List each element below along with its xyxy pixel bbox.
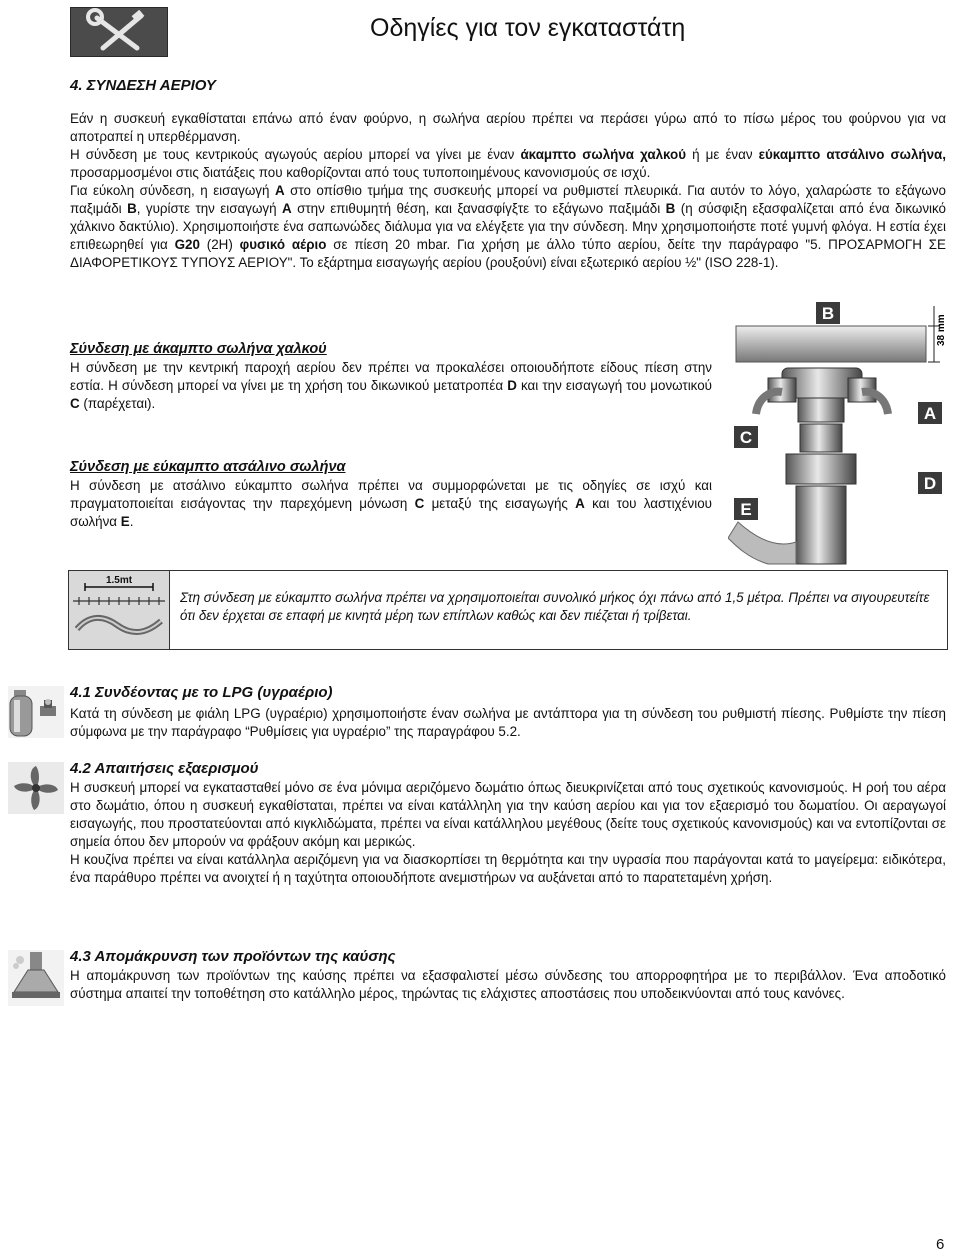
ventilation-fan-icon bbox=[6, 760, 66, 816]
label-a: A bbox=[923, 404, 937, 423]
page-title: Οδηγίες για τον εγκαταστάτη bbox=[370, 14, 686, 42]
paragraph: Η σύνδεση με την κεντρική παροχή αερίου δεν πρέπει να προκαλέσει οποιουδήποτε είδους πίεση στην εστία. Η σύνδεση μπορεί να γίνει με τη χρήση του δικωνικού μετατροπέα D και την εισαγωγή του μονωτικού C (παρέχεται). bbox=[70, 360, 712, 411]
subsection-title: 4.1 Συνδέοντας με το LPG (υγραέριο) bbox=[70, 684, 333, 701]
paragraph: Η σύνδεση με τους κεντρικούς αγωγούς αερίου μπορεί να γίνει με έναν άκαμπτο σωλήνα χαλκού ή με έναν εύκαμπτο ατσάλινο σωλήνα, προσαρμοσμένοι στις διατάξεις που καθορίζονται από τους τυποποιημένους κανονισμούς σε ισχύ. bbox=[70, 147, 946, 180]
s42-body bbox=[70, 779, 946, 887]
paragraph: Η σύνδεση με ατσάλινο εύκαμπτο σωλήνα πρέπει να συμμορφώνεται με τις οδηγίες σε ισχύ και πραγματοποιείται εισάγοντας την παρεχόμενη μόνωση C μεταξύ της εισαγωγής A και του λαστιχένιου σωλήνα E. bbox=[70, 478, 712, 529]
lpg-cylinder-icon bbox=[6, 684, 66, 740]
section-title: 4. ΣΥΝΔΕΣΗ ΑΕΡΙΟΥ bbox=[70, 77, 216, 94]
paragraph: Κατά τη σύνδεση με φιάλη LPG (υγραέριο) χρησιμοποιήστε έναν σωλήνα με αντάπτορα για τη σύνδεση του ρυθμιστή πίεσης. Ρυθμίστε την πίεση σύμφωνα με την παράγραφο “Ρυθμίσεις για υγραέριο” της παραγράφου 5.2. bbox=[70, 706, 946, 739]
paragraph: Για εύκολη σύνδεση, η εισαγωγή A στο οπίσθιο τμήμα της συσκευής μπορεί να ρυθμιστεί πλευρικά. Για αυτόν το λόγο, χαλαρώστε το εξάγωνο παξιμάδι B, γυρίστε την εισαγωγή A στην επιθυμητή θέση, και ξανασφίγξτε το εξάγωνο παξιμάδι B (η σύσφιξη εξασφαλίζεται από ένα δικωνικό χάλκινο δακτύλιο). Χρησιμοποιήστε ένα σαπωνώδες διάλυμα για να ελέγξετε για την σύνδεση. Μην χρησιμοποιήστε ποτέ γυμνή φλόγα. Η εστία έχει επιθεωρηθεί για G20 (2H) φυσικό αέριο σε πίεση 20 mbar. Για χρήση με άλλο τύπο αερίου, δείτε την παράγραφο "5. ΠΡΟΣΑΡΜΟΓΗ ΣΕ ΔΙΑΦΟΡΕΤΙΚΟΥΣ ΤΥΠΟΥΣ ΑΕΡΙΟΥ". Το εξάρτημα εισαγωγής αερίου (ρουξούνι) είναι εξωτερικό αερίου ½" (ISO 228-1). bbox=[70, 183, 947, 270]
s41-body bbox=[70, 705, 946, 741]
page-number: 6 bbox=[936, 1236, 945, 1253]
wrench-screwdriver-icon bbox=[71, 8, 167, 56]
gas-connection-diagram bbox=[728, 302, 950, 566]
rigid-body bbox=[70, 359, 712, 413]
dimension-label: 38 mm bbox=[936, 314, 947, 346]
subsection-title: Σύνδεση με εύκαμπτο ατσάλινο σωλήνα bbox=[70, 459, 346, 475]
paragraph: Η κουζίνα πρέπει να είναι κατάλληλα αεριζόμενη για να διασκορπίσει τη θερμότητα και την υγρασία που παράγονται κατά το μαγείρεμα: ειδικότερα, ένα παράθυρο πρέπει να ανοιχτεί ή η ταχύτητα οποιουδήποτε ανεμιστήρων να αυξάνεται από το παρατεταμένη χρήση. bbox=[70, 852, 946, 885]
paragraph: Η απομάκρυνση των προϊόντων της καύσης πρέπει να εξασφαλιστεί μέσω σύνδεσης του απορροφητήρα με το περιβάλλον. Ένα αποδοτικό σύστημα απαιτεί την τοποθέτηση στο κατάλληλο μέρος, τηρώντας τις ελάχιστες αποστάσεις που υποδεικνύονται από τους κανόνες. bbox=[70, 968, 946, 1001]
subsection-title: 4.3 Απομάκρυνση των προϊόντων της καύσης bbox=[70, 948, 396, 965]
label-d: D bbox=[923, 474, 937, 493]
paragraph: Εάν η συσκευή εγκαθίσταται επάνω από έναν φούρνο, η σωλήνα αερίου πρέπει να περάσει γύρω από το πίσω μέρος του φούρνου για να αποτραπεί η υπερθέρμανση. bbox=[70, 111, 946, 144]
paragraph: Η συσκευή μπορεί να εγκατασταθεί μόνο σε ένα μόνιμα αεριζόμενο δωμάτιο όπως διευκρινίζεται από τους σχετικούς κανονισμούς. Η ροή του αέρα στο δωμάτιο, όπου η συσκευή εγκαθίσταται, πρέπει να είναι κατάλληλη για την καύση αερίου και για τον εξαερισμό του δωματίου. Οι αεραγωγοί εισαγωγής, που προστατεύονται από κιγκλιδώματα, πρέπει να είναι κατάλληλου μεγέθους (δείτε τους σχετικούς κανονισμούς) και να εντοπίζονται σε σημεία όπου δεν μπορούν να φράξουν ακόμη και μερικώς. bbox=[70, 780, 946, 849]
label-b: B bbox=[821, 304, 835, 323]
header-icon-box bbox=[70, 7, 168, 57]
hose-length-note bbox=[68, 570, 948, 650]
subsection-title: Σύνδεση με άκαμπτο σωλήνα χαλκού bbox=[70, 341, 327, 357]
label-c: C bbox=[739, 428, 753, 447]
hose-length-icon bbox=[69, 571, 170, 649]
note-text: Στη σύνδεση με εύκαμπτο σωλήνα πρέπει να χρησιμοποιείται συνολικό μήκος όχι πάνω από 1,5 μέτρα. Πρέπει να σιγουρευτείτε ότι δεν έρχεται σε επαφή με κινητά μέρη των επίπλων καθώς και δεν πιέζεται ή τρίβεται. bbox=[180, 590, 930, 623]
exhaust-hood-icon bbox=[6, 948, 66, 1008]
subsection-title: 4.2 Απαιτήσεις εξαερισμού bbox=[70, 760, 259, 777]
section-body bbox=[70, 110, 946, 272]
hose-length-label: 1.5mt bbox=[105, 575, 133, 586]
s43-body bbox=[70, 967, 946, 1003]
label-e: E bbox=[740, 500, 752, 519]
flexible-body bbox=[70, 477, 712, 531]
